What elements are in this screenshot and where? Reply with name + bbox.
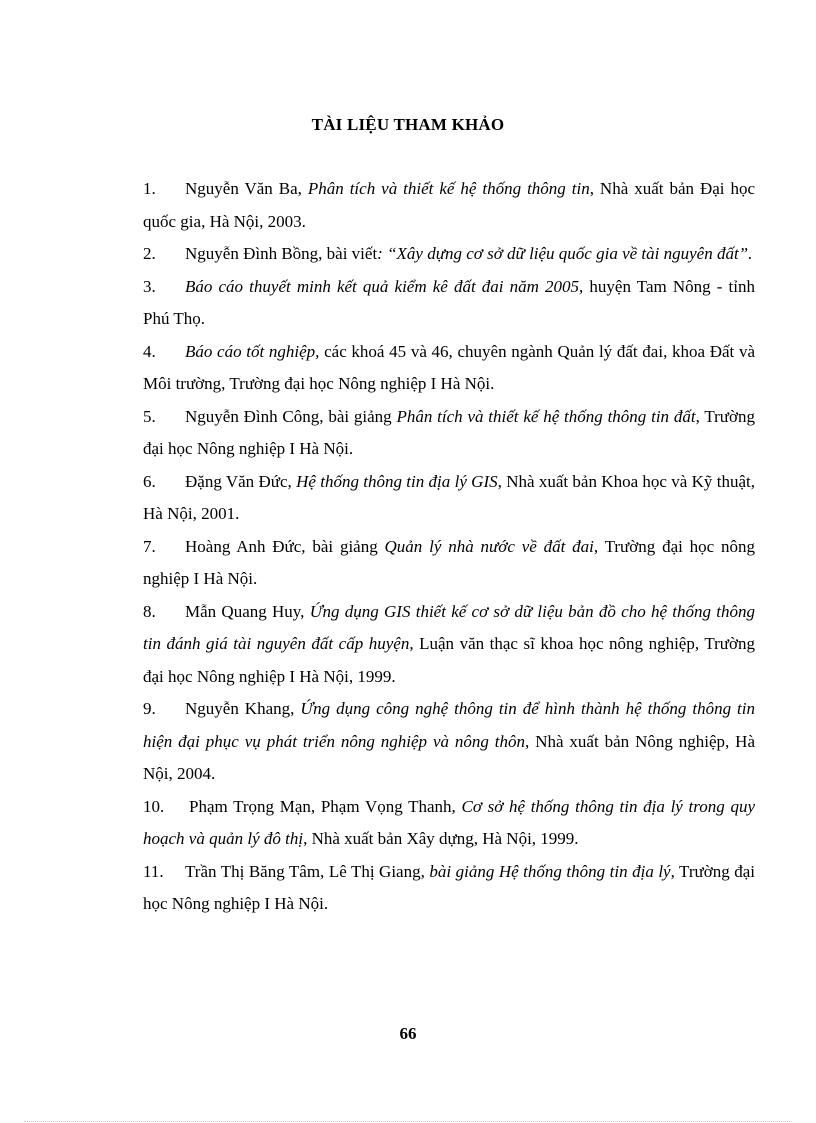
reference-number: 1.: [143, 179, 156, 198]
reference-title: Ứng dụng công nghệ thông tin để hình thành hệ thống thông tin hiện đại phục vụ phát triển nông nghiệp và nông thôn: [143, 699, 755, 751]
reference-item: [143, 596, 755, 694]
reference-number: 2.: [143, 244, 156, 263]
page-number: 66: [399, 1024, 417, 1043]
reference-title: Phân tích và thiết kế hệ thống thông tin: [307, 179, 590, 198]
reference-title: Quản lý nhà nước về đất đai: [384, 536, 594, 556]
reference-item: [143, 791, 755, 856]
reference-author: Nguyễn Đình Bồng, bài viết: [185, 244, 378, 263]
reference-number: 8.: [143, 601, 156, 621]
reference-number: 7.: [143, 536, 156, 556]
reference-publisher: , Nhà xuất bản Đại học quốc gia, Hà Nội, 2003.: [143, 179, 755, 231]
reference-author: Hoàng Anh Đức, bài giảng: [185, 536, 385, 556]
reference-publisher: , Luận văn thạc sĩ khoa học nông nghiệp, Trường đại học Nông nghiệp I Hà Nội, 1999.: [143, 634, 755, 686]
reference-item: [143, 271, 755, 336]
reference-author: Đặng Văn Đức,: [185, 471, 297, 491]
reference-publisher: , Trường đại học Nông nghiệp I Hà Nội.: [143, 406, 755, 458]
reference-number: 3.: [143, 276, 156, 296]
reference-number: 10.: [143, 796, 165, 816]
reference-title: Ứng dụng GIS thiết kế cơ sở dữ liệu bản đồ cho hệ thống thông tin đánh giá tài nguyên đất cấp huyện: [143, 601, 755, 653]
reference-number: 6.: [143, 471, 156, 491]
reference-title: bài giảng Hệ thống thông tin địa lý: [429, 861, 671, 881]
reference-title: Hệ thống thông tin địa lý GIS: [296, 471, 498, 491]
reference-publisher: , Trường đại học Nông nghiệp I Hà Nội.: [143, 861, 755, 913]
reference-publisher: , Nhà xuất bản Xây dựng, Hà Nội, 1999.: [303, 829, 579, 848]
reference-item: [143, 336, 755, 401]
reference-author: Nguyễn Đình Công, bài giảng: [185, 406, 397, 426]
reference-title: Phân tích và thiết kế hệ thống thông tin đất: [396, 406, 696, 426]
reference-publisher: , Nhà xuất bản Khoa học và Kỹ thuật, Hà Nội, 2001.: [143, 471, 755, 523]
reference-author: Phạm Trọng Mạn, Phạm Vọng Thanh,: [189, 796, 462, 816]
reference-publisher: , huyện Tam Nông - tỉnh Phú Thọ.: [143, 276, 756, 328]
reference-author: Trần Thị Băng Tâm, Lê Thị Giang,: [185, 861, 430, 881]
reference-number: 4.: [143, 341, 156, 361]
reference-title: Báo cáo thuyết minh kết quả kiểm kê đất đai năm 2005: [185, 276, 580, 296]
reference-item: [143, 531, 755, 596]
reference-number: 5.: [143, 406, 156, 426]
reference-item: [143, 401, 755, 466]
reference-item: [143, 466, 755, 531]
reference-publisher: , Trường đại học nông nghiệp I Hà Nội.: [143, 536, 755, 588]
reference-author: Nguyễn Văn Ba,: [185, 179, 308, 198]
reference-number: 11.: [143, 861, 164, 881]
reference-list: [143, 173, 755, 921]
reference-title: : “Xây dựng cơ sở dữ liệu quốc gia về tài nguyên đất”.: [377, 244, 753, 263]
reference-number: 9.: [143, 699, 156, 718]
reference-author: Mẫn Quang Huy,: [185, 601, 310, 621]
reference-item: [143, 856, 755, 921]
reference-item: [143, 173, 755, 238]
page-bottom-rule: [24, 1121, 792, 1122]
reference-item: [143, 693, 755, 791]
reference-title: Cơ sở hệ thống thông tin địa lý trong quy hoạch và quản lý đô thị: [143, 796, 755, 848]
reference-publisher: các khoá 45 và 46, chuyên ngành Quản lý đất đai, khoa Đất và Môi trường, Trường đại học Nông nghiệp I Hà Nội.: [143, 341, 755, 393]
reference-publisher: , Nhà xuất bản Nông nghiệp, Hà Nội, 2004.: [143, 731, 755, 783]
reference-author: Nguyễn Khang,: [185, 699, 301, 718]
reference-title: Báo cáo tốt nghiệp,: [185, 341, 320, 361]
reference-item: [143, 238, 755, 271]
page-title: TÀI LIỆU THAM KHẢO: [311, 115, 505, 134]
